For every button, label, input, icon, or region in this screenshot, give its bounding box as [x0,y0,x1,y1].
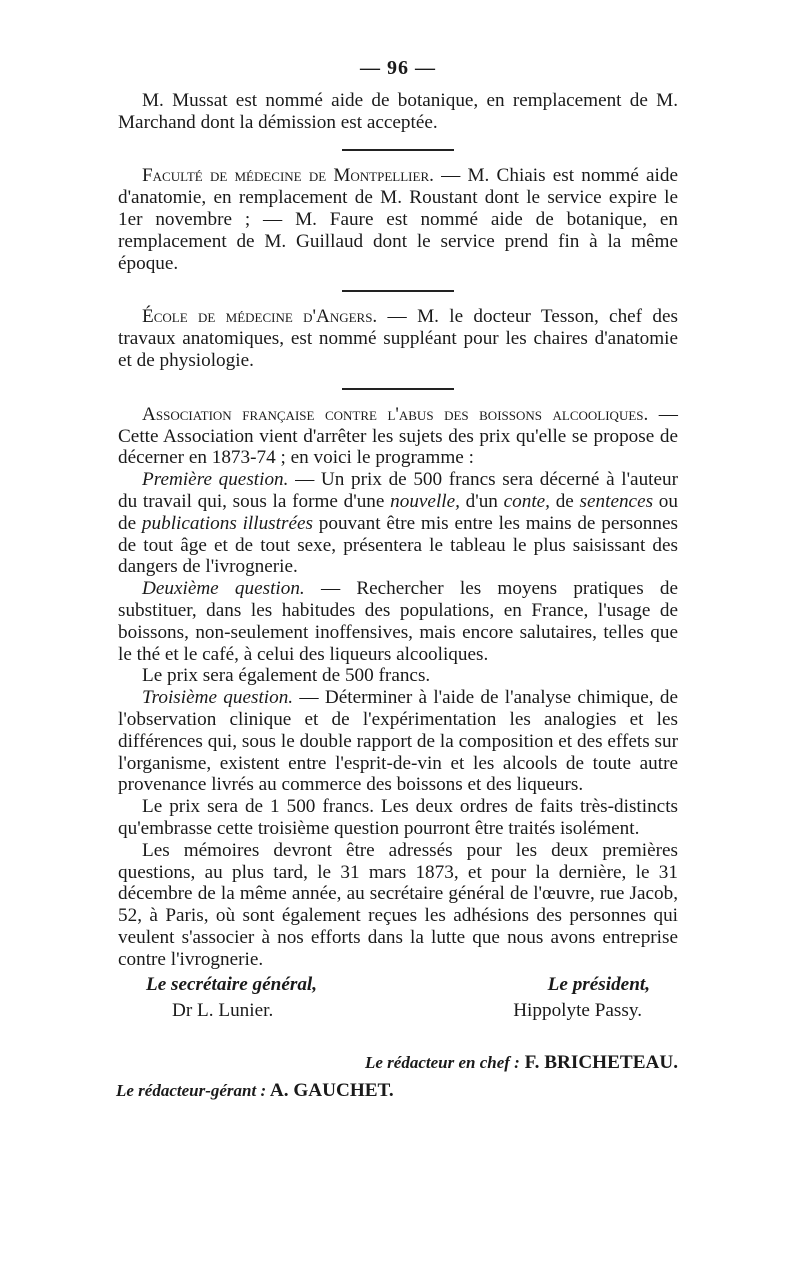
paragraph-angers [118,306,678,371]
paragraph-question-2 [118,578,678,665]
section-heading-montpellier: Faculté de médecine de Montpellier. [142,165,434,187]
question-1-text: ou de [118,490,678,534]
editor-line [118,1052,678,1074]
president-title: Le président, [547,974,650,996]
section-divider [342,149,454,151]
paragraph-prize-2: Le prix sera également de 500 francs. [142,665,431,687]
question-2-text: — Rechercher les moyens pratiques de substituer, dans les habitudes des populations, en France, l'usage de boissons, non-seulement inoffensives, mais encore salutaires, telles que le thé et le café, à celui des liqueurs alcooliques. [118,578,678,665]
paragraph-memoires: Les mémoires devront être adressés pour les deux premières questions, au plus tard, le 31 mars 1873, et pour la dernière, le 31 décembre de la même année, au secrétaire général de l'œuvre, rue Jacob, 52, à Paris, où sont également reçues les adhésions des personnes qui veulent s'associer à nos efforts dans la lutte que nous avons entreprise contre l'ivrognerie. [118,839,678,970]
section-divider [342,290,454,292]
secretary-title: Le secrétaire général, [146,974,318,996]
question-1-emphasis: publications illustrées [141,512,313,534]
signature-titles [118,974,678,996]
manager-label: Le rédacteur-gérant : [116,1080,267,1100]
question-1-text: d'un [459,490,504,512]
question-1-label: Première question. [142,469,289,491]
paragraph-question-1 [118,469,678,578]
manager-line [116,1080,678,1102]
page-number: — 96 — [360,57,436,79]
question-3-label: Troisième question. [142,687,294,709]
editor-label: Le rédacteur en chef : [365,1053,520,1073]
president-name: Hippolyte Passy. [513,1000,642,1022]
question-1-emphasis: sentences [579,490,654,512]
section-text-association: — Cette Association vient d'arrêter les sujets des prix qu'elle se propose de décerner en 1873-74 ; en voici le programme : [118,403,678,469]
editor-name: F. BRICHETEAU. [519,1052,678,1074]
paragraph-association [118,404,678,469]
question-1-text: de [549,490,580,512]
section-divider [342,388,454,390]
question-1-text: — Un prix de 500 francs sera décerné à l'auteur du travail qui, sous la forme d'une [118,469,678,512]
signature-names [118,1000,678,1022]
section-text-angers: — M. le docteur Tesson, chef des travaux anatomiques, est nommé suppléant pour les chaires d'anatomie et de physiologie. [118,306,678,371]
section-heading-angers: École de médecine d'Angers. [142,306,378,328]
question-2-label: Deuxième question. [142,578,305,600]
question-3-text: — Déterminer à l'aide de l'analyse chimique, de l'observation clinique et de l'expérimentation les analogies et les différences qui, sous le double rapport de la composition et des effets sur l'organisme, existent entre l'esprit-de-vin et les alcools de toute autre provenance livrés au commerce des boissons et des liqueurs. [118,687,678,796]
question-1-emphasis: conte, [503,490,550,512]
paragraph-mussat: M. Mussat est nommé aide de botanique, en remplacement de M. Marchand dont la démission est acceptée. [118,89,678,133]
secretary-name: Dr L. Lunier. [172,1000,274,1022]
manager-name: A. GAUCHET. [266,1079,394,1101]
section-text-montpellier: — M. Chiais est nommé aide d'anatomie, en remplacement de M. Roustant dont le service expire le 1er novembre ; — M. Faure est nommé aide de botanique, en remplacement de M. Guillaud dont le service prend fin à la même époque. [118,165,678,274]
paragraph-prize-3: Le prix sera de 1 500 francs. Les deux ordres de faits très-distincts qu'embrasse cette troisième question pourront être traités isolément. [118,796,678,839]
question-1-text: pouvant être mis entre les mains de personnes de tout âge et de tout sexe, présentera le tableau le plus saisissant des dangers de l'ivrognerie. [118,512,678,578]
paragraph-question-3 [118,687,678,796]
question-1-emphasis: nouvelle, [390,490,460,512]
section-heading-association: Association française contre l'abus des boissons alcooliques. [142,403,649,425]
paragraph-montpellier [118,165,678,274]
